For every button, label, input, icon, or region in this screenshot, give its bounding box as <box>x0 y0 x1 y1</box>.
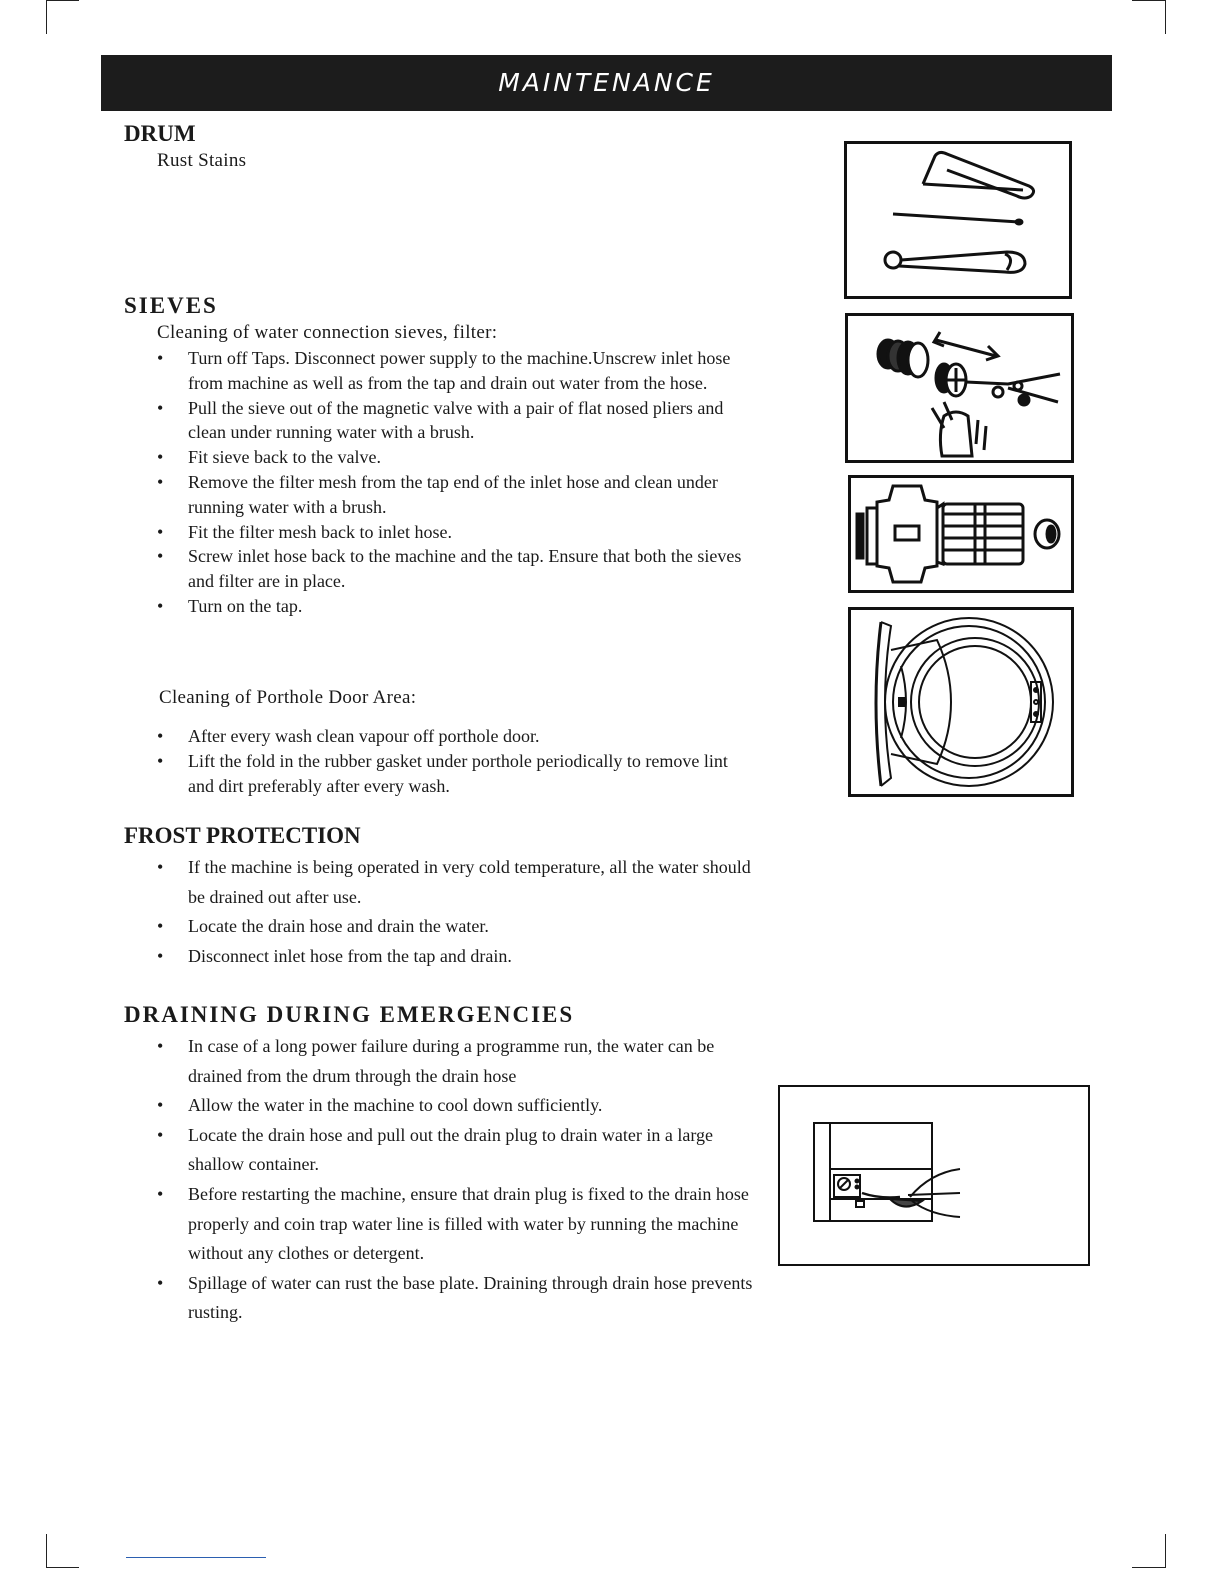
list-item: • Screw inlet hose back to the machine and the tap. Ensure that both the sieves and filter are in place. <box>0 544 754 594</box>
crop-mark-bottom-right-h <box>1132 1567 1165 1568</box>
figure-rust-objects <box>844 141 1072 299</box>
list-item: • Before restarting the machine, ensure that drain plug is fixed to the drain hose properly and coin trap water line is filled with water by running the machine without any clothes or detergent. <box>0 1180 754 1269</box>
list-item: • Locate the drain hose and drain the water. <box>0 912 754 942</box>
list-item: • Turn off Taps. Disconnect power supply to the machine.Unscrew inlet hose from machine as well as from the tap and drain out water from the hose. <box>0 346 754 396</box>
list-item: • Fit the filter mesh back to inlet hose. <box>0 520 754 545</box>
paperclip-needle-safetypin-icon <box>847 144 1069 296</box>
crop-mark-top-right-v <box>1165 0 1166 34</box>
list-item: • Lift the fold in the rubber gasket under porthole periodically to remove lint and dirt preferably after every wash. <box>0 749 754 799</box>
drain-hose-plug-icon <box>780 1087 1088 1264</box>
figure-porthole-door <box>848 607 1074 797</box>
list-item: • After every wash clean vapour off porthole door. <box>0 724 754 749</box>
sieves-heading: SIEVES <box>124 293 218 318</box>
list-item: • Fit sieve back to the valve. <box>0 445 754 470</box>
sieves-intro: Cleaning of water connection sieves, filter: <box>157 322 498 343</box>
page-title-banner <box>101 55 1112 111</box>
crop-mark-bottom-right-v <box>1165 1534 1166 1568</box>
drum-subheading: Rust Stains <box>157 150 247 171</box>
footer-rule <box>126 1557 266 1558</box>
figure-inlet-hose <box>848 475 1074 593</box>
list-item: • Pull the sieve out of the magnetic valve with a pair of flat nosed pliers and clean under running water with a brush. <box>0 396 754 446</box>
inlet-hose-filter-icon <box>851 478 1071 590</box>
list-item: • Remove the filter mesh from the tap end of the inlet hose and clean under running water with a brush. <box>0 470 754 520</box>
porthole-steps-list <box>0 724 754 798</box>
crop-mark-top-left-v <box>46 0 47 34</box>
emergency-heading: DRAINING DURING EMERGENCIES <box>124 1002 575 1027</box>
crop-mark-top-left-h <box>46 0 79 1</box>
list-item: • In case of a long power failure during a programme run, the water can be drained from the drum through the drain hose <box>0 1032 754 1091</box>
page-title: MAINTENANCE <box>498 68 715 97</box>
list-item: • Allow the water in the machine to cool down sufficiently. <box>0 1091 754 1121</box>
figure-sieve-pliers <box>845 313 1074 463</box>
sieves-steps-list <box>0 346 754 619</box>
figure-drain-hose <box>778 1085 1090 1266</box>
porthole-intro: Cleaning of Porthole Door Area: <box>159 687 417 708</box>
list-item: • If the machine is being operated in very cold temperature, all the water should be drained out after use. <box>0 853 754 912</box>
crop-mark-top-right-h <box>1132 0 1165 1</box>
list-item: • Turn on the tap. <box>0 594 754 619</box>
frost-heading: FROST PROTECTION <box>124 823 361 848</box>
sieve-pliers-icon <box>848 316 1071 460</box>
crop-mark-bottom-left-v <box>46 1534 47 1568</box>
porthole-door-icon <box>851 610 1071 794</box>
list-item: • Disconnect inlet hose from the tap and drain. <box>0 942 754 972</box>
drum-heading: DRUM <box>124 121 196 146</box>
list-item: • Spillage of water can rust the base plate. Draining through drain hose prevents rusting. <box>0 1269 754 1328</box>
list-item: • Locate the drain hose and pull out the drain plug to drain water in a large shallow container. <box>0 1121 754 1180</box>
crop-mark-bottom-left-h <box>46 1567 79 1568</box>
frost-steps-list <box>0 853 754 971</box>
emergency-steps-list <box>0 1032 754 1328</box>
